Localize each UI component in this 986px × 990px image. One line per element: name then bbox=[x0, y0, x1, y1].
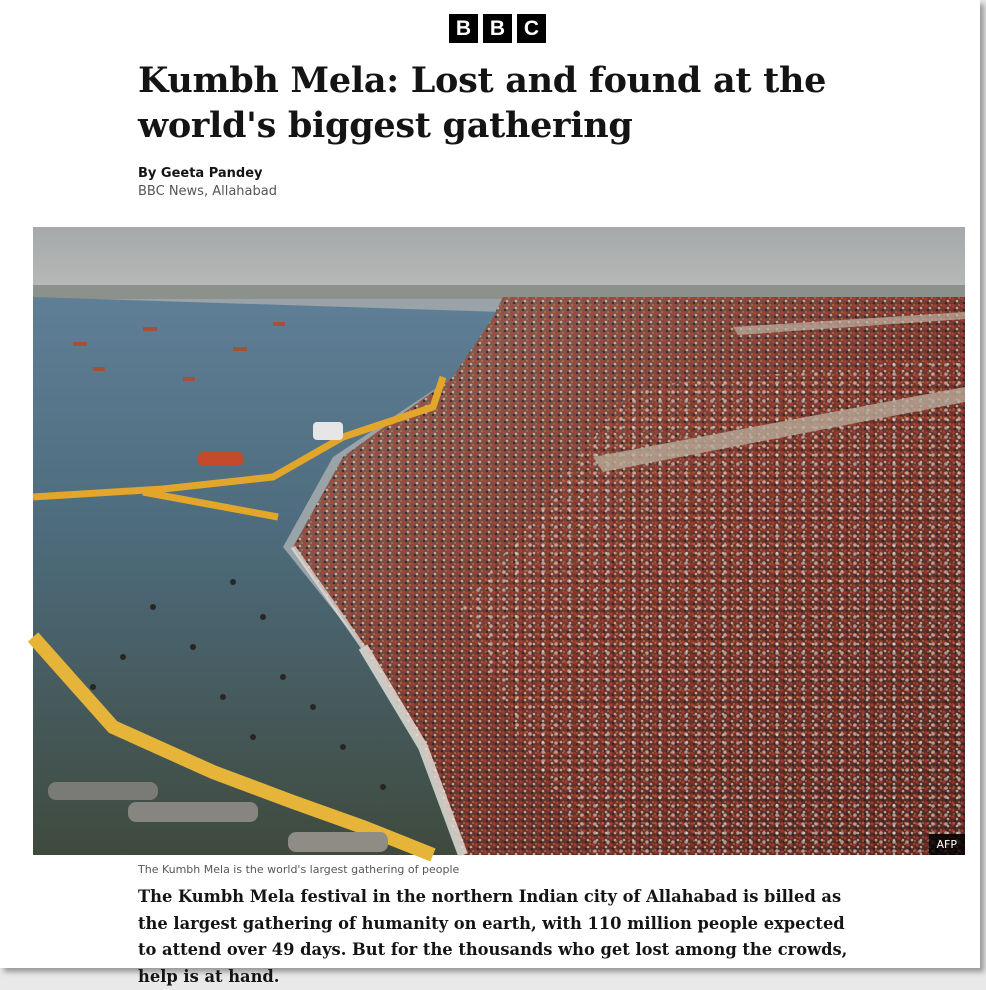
photo-caption: The Kumbh Mela is the world's largest gathering of people bbox=[138, 863, 460, 876]
photo-credit: AFP bbox=[929, 834, 966, 855]
bbc-logo-letter-c: C bbox=[517, 14, 546, 43]
bbc-logo[interactable] bbox=[449, 14, 546, 43]
bbc-logo-letter-b2: B bbox=[483, 14, 512, 43]
crowd-river-photo-icon bbox=[33, 227, 965, 855]
article-headline: Kumbh Mela: Lost and found at the world's biggest gathering bbox=[138, 60, 827, 146]
byline-location: BBC News, Allahabad bbox=[138, 184, 277, 199]
article-intro: The Kumbh Mela festival in the northern Indian city of Allahabad is billed as the largest gathering of humanity on earth, with 110 million people expected to attend over 49 days. But for the thousands who get lost among the crowds, help is at hand. bbox=[138, 887, 848, 986]
byline-author: By Geeta Pandey bbox=[138, 166, 263, 181]
article-photo bbox=[33, 227, 965, 855]
bbc-logo-letter-b1: B bbox=[449, 14, 478, 43]
